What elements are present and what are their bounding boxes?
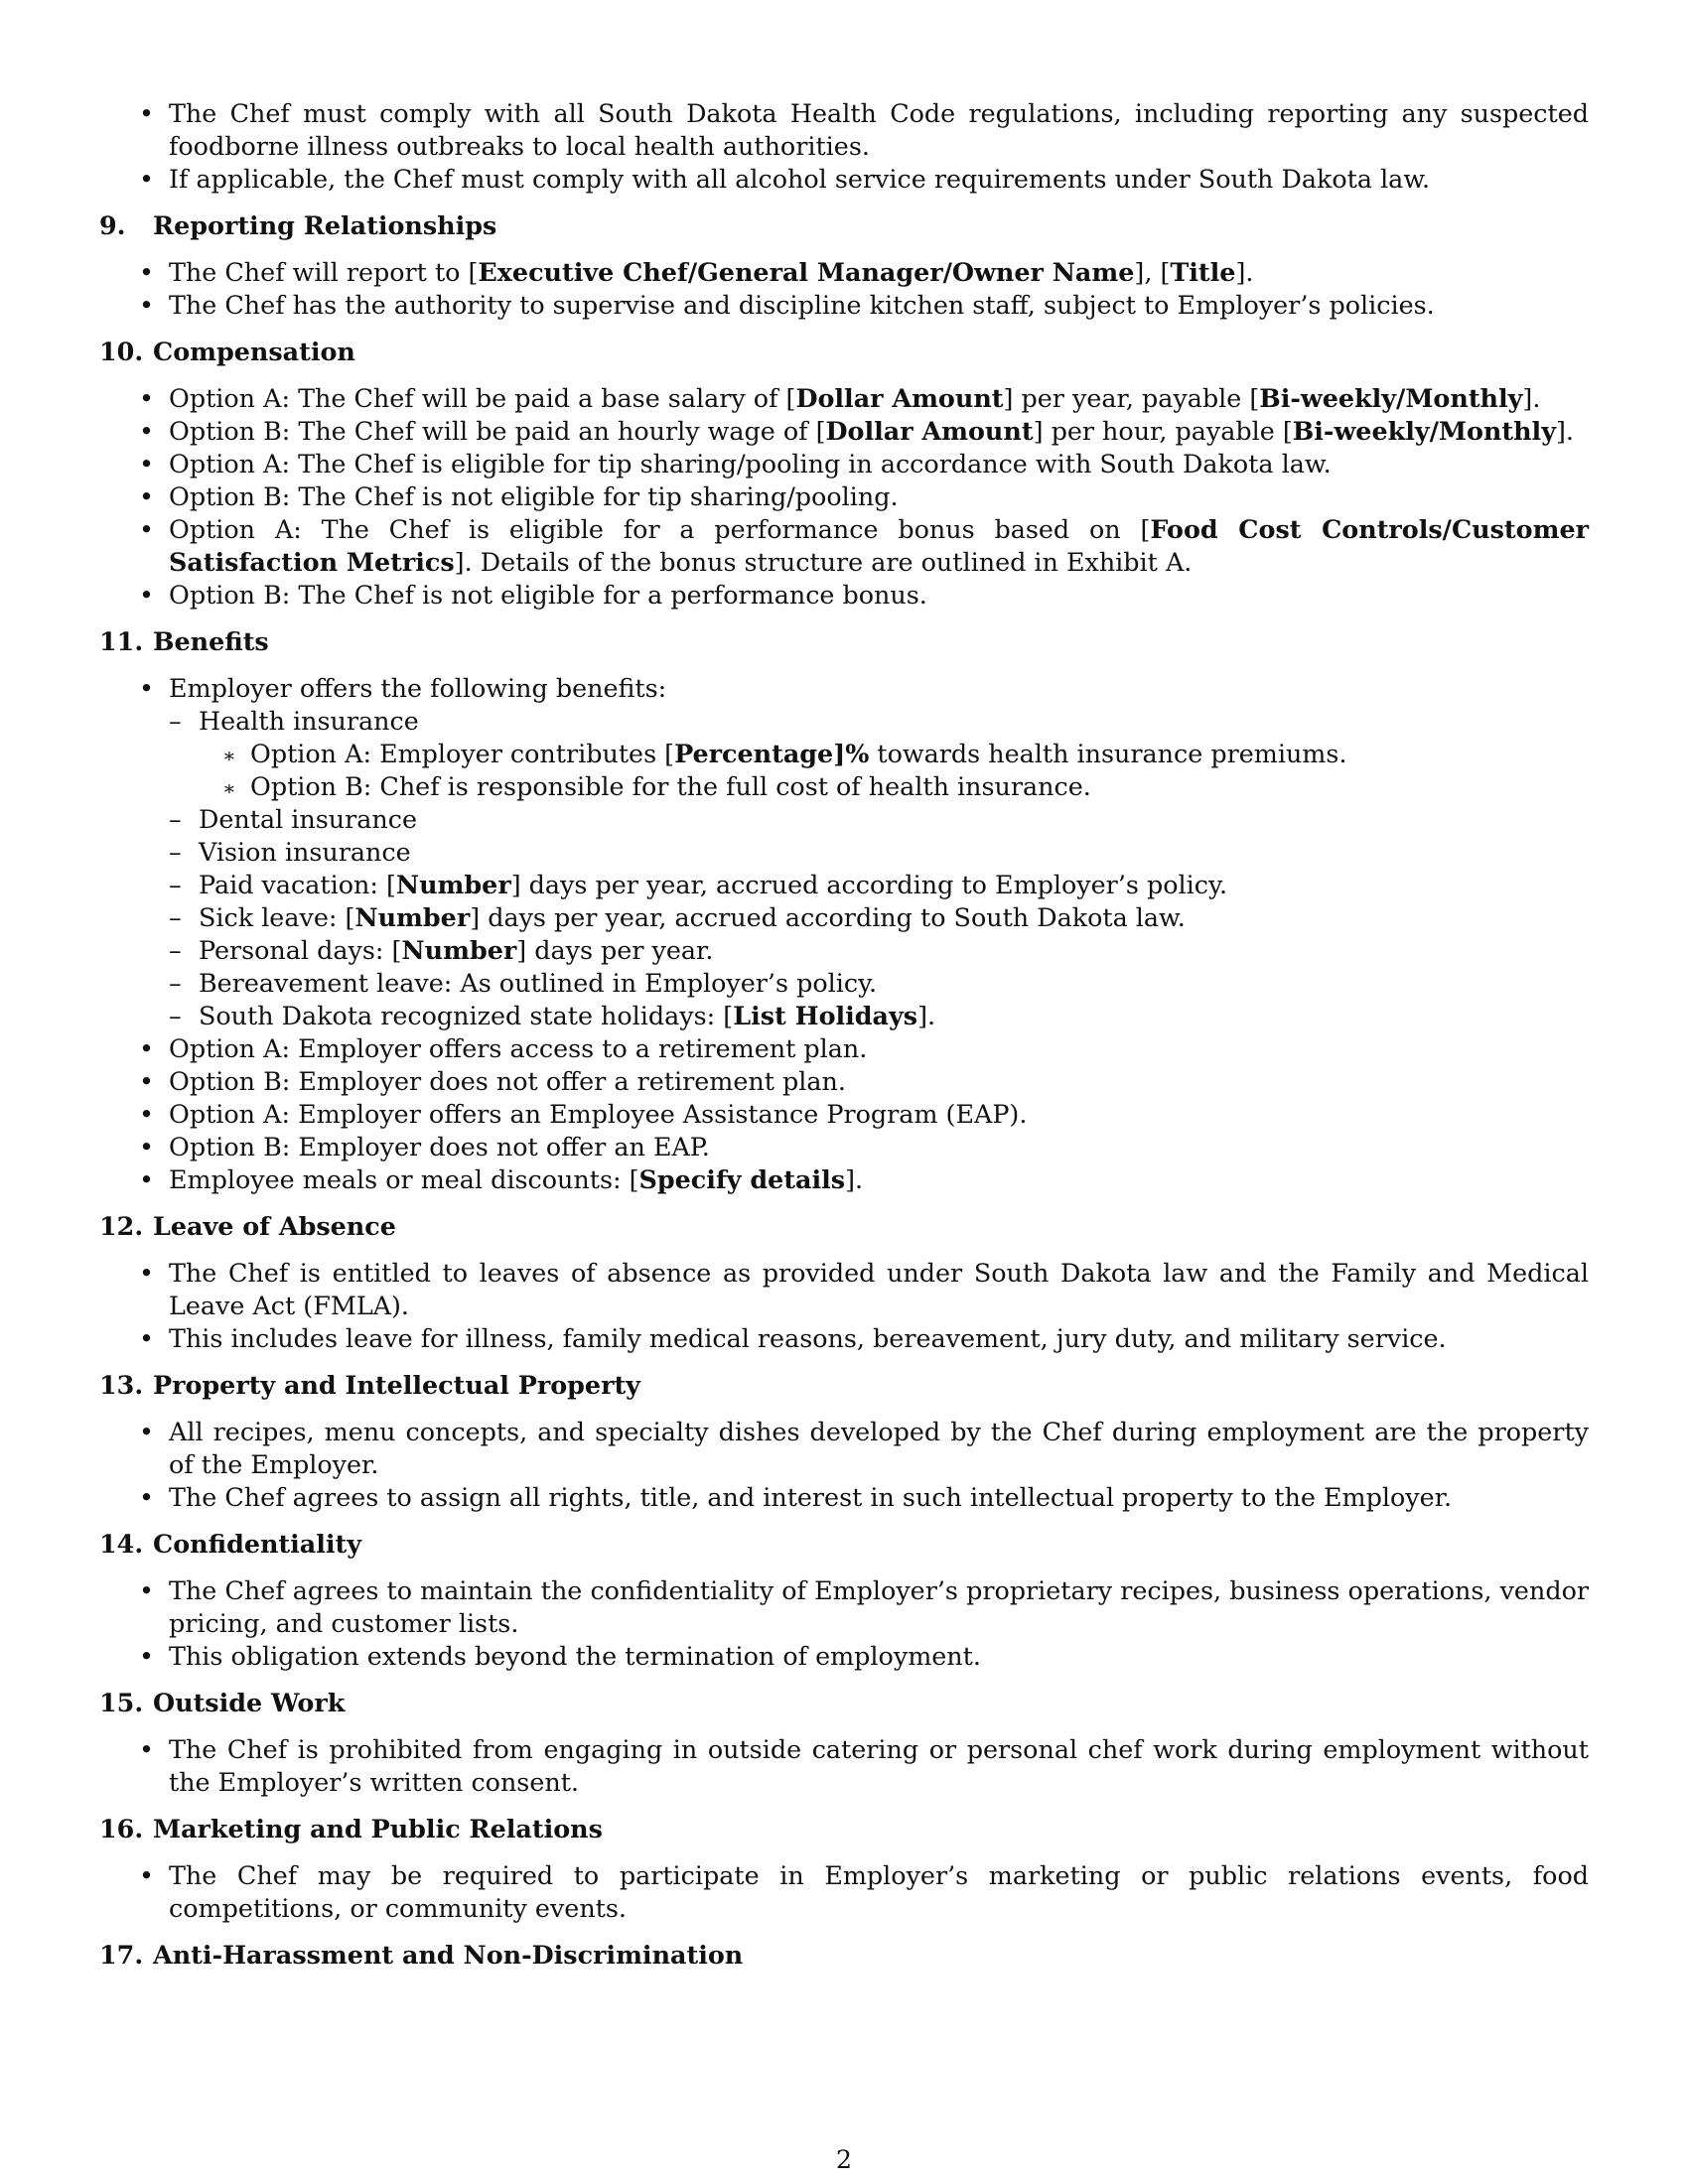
bullet-text: Option B: Employer does not offer an EAP.: [169, 1132, 710, 1161]
text: Vision insurance: [199, 837, 411, 867]
text: ] per hour, payable [: [1033, 416, 1293, 446]
sub-list-item: [169, 967, 1589, 1000]
placeholder-text: Number: [401, 935, 517, 965]
text: Personal days: [: [199, 935, 402, 965]
bullet-text: All recipes, menu concepts, and specialty dishes developed by the Chef during employment are the property of the Employer.: [169, 1417, 1589, 1479]
section-heading-confidentiality: [99, 1528, 1589, 1561]
text: Employee meals or meal discounts: [: [169, 1164, 639, 1194]
text: ].: [1522, 383, 1541, 413]
bullet-text: Option B: The Chef is not eligible for a performance bonus.: [169, 580, 927, 610]
dash-marker: –: [169, 870, 182, 899]
dash-marker: –: [169, 1001, 182, 1030]
bullet-text: This includes leave for illness, family medical reasons, bereavement, jury duty, and military service.: [169, 1323, 1447, 1353]
text: ] days per year, accrued according to Employer’s policy.: [510, 870, 1228, 899]
list-item: [99, 163, 1589, 196]
section-title: Benefits: [153, 626, 269, 656]
section-title: Property and Intellectual Property: [153, 1370, 640, 1400]
text: ], [: [1134, 257, 1171, 287]
text: Option A: The Chef will be paid a base salary of [: [169, 383, 796, 413]
bullet-list: [99, 382, 1589, 612]
bullet-list: [99, 1416, 1589, 1514]
section-heading-benefits: [99, 625, 1589, 658]
dash-marker: –: [169, 804, 182, 834]
text: Bereavement leave: As outlined in Employer’s policy.: [199, 968, 878, 998]
list-item: [99, 1032, 1589, 1065]
list-item: [99, 256, 1589, 289]
section-heading-leave-of-absence: [99, 1210, 1589, 1243]
list-item: [99, 1163, 1589, 1196]
section-title: Confidentiality: [153, 1529, 362, 1559]
text: Health insurance: [199, 706, 419, 736]
section-title: Marketing and Public Relations: [153, 1814, 603, 1843]
bullet-text: The Chef has the authority to supervise and discipline kitchen staff, subject to Employer’s policies.: [169, 290, 1435, 320]
placeholder-text: Number: [395, 870, 511, 899]
text: Option A: The Chef is eligible for a performance bonus based on [: [169, 514, 1151, 544]
dash-marker: –: [169, 968, 182, 998]
sub-sub-bullet-list: [199, 738, 1589, 803]
text: Sick leave: [: [199, 902, 355, 932]
placeholder-text: Title: [1170, 257, 1236, 287]
list-item: [99, 480, 1589, 513]
bullet-text: Option A: Employer offers an Employee Assistance Program (EAP).: [169, 1099, 1028, 1129]
section-title: Leave of Absence: [153, 1211, 396, 1241]
section-number: 9.: [99, 210, 126, 240]
text: ] days per year, accrued according to South Dakota law.: [470, 902, 1186, 932]
section-heading-reporting-relationships: [99, 209, 1589, 242]
sub-sub-list-item: [199, 738, 1589, 770]
dash-marker: –: [169, 706, 182, 736]
list-item: [99, 513, 1589, 579]
asterisk-marker: ∗: [222, 776, 236, 800]
text: The Chef will report to [: [169, 257, 479, 287]
section-number: 13.: [99, 1370, 144, 1400]
section-number: 10.: [99, 337, 144, 366]
document-page: [99, 97, 1589, 1985]
section-title: Anti-Harassment and Non-Discrimination: [153, 1940, 744, 1970]
text: Dental insurance: [199, 804, 417, 834]
list-item: [99, 579, 1589, 612]
list-item: [99, 448, 1589, 480]
dash-marker: –: [169, 902, 182, 932]
list-item: [99, 1481, 1589, 1514]
bullet-text: If applicable, the Chef must comply with all alcohol service requirements under South Dakota law.: [169, 164, 1431, 194]
section-heading-intellectual-property: [99, 1369, 1589, 1402]
list-item: [99, 1257, 1589, 1322]
list-item: [99, 1416, 1589, 1481]
section-heading-marketing: [99, 1813, 1589, 1845]
section-number: 12.: [99, 1211, 144, 1241]
sub-list-item: [169, 1000, 1589, 1032]
list-item: [99, 1322, 1589, 1355]
section-heading-compensation: [99, 336, 1589, 368]
section-title: Reporting Relationships: [153, 210, 497, 240]
sub-bullet-list: [169, 705, 1589, 1032]
sub-list-item: [169, 869, 1589, 901]
intro-bullet-list: [99, 97, 1589, 196]
bullet-list: [99, 1859, 1589, 1925]
placeholder-text: Specify details: [638, 1164, 846, 1194]
text: ] per year, payable [: [1003, 383, 1260, 413]
list-item: [99, 1131, 1589, 1163]
bullet-text: Option A: Employer offers access to a retirement plan.: [169, 1033, 868, 1063]
bullet-text: The Chef agrees to assign all rights, title, and interest in such intellectual property to the Employer.: [169, 1482, 1453, 1512]
bullet-text: Option B: The Chef is not eligible for tip sharing/pooling.: [169, 481, 899, 511]
placeholder-text: Dollar Amount: [795, 383, 1004, 413]
section-number: 15.: [99, 1688, 144, 1717]
text: ].: [1235, 257, 1254, 287]
text: ] days per year.: [516, 935, 714, 965]
bullet-text: Employer offers the following benefits:: [169, 673, 667, 703]
placeholder-text: List Holidays: [733, 1001, 918, 1030]
text: Option B: Chef is responsible for the full cost of health insurance.: [250, 771, 1091, 801]
bullet-text: The Chef is entitled to leaves of absence as provided under South Dakota law and the Family and Medical Leave Act (FMLA).: [169, 1258, 1589, 1320]
list-item: [99, 382, 1589, 415]
section-heading-anti-harassment: [99, 1939, 1589, 1972]
text: towards health insurance premiums.: [869, 739, 1347, 768]
sub-list-item: [169, 836, 1589, 869]
section-number: 11.: [99, 626, 144, 656]
sub-list-item: [169, 901, 1589, 934]
sub-list-item: [169, 705, 1589, 803]
list-item: [99, 1859, 1589, 1925]
text: South Dakota recognized state holidays: [: [199, 1001, 734, 1030]
bullet-list: [99, 1574, 1589, 1673]
list-item: [99, 1098, 1589, 1131]
dash-marker: –: [169, 837, 182, 867]
text: Paid vacation: [: [199, 870, 396, 899]
sub-sub-list-item: [199, 770, 1589, 803]
text: Option A: Employer contributes [: [250, 739, 675, 768]
text: ]. Details of the bonus structure are outlined in Exhibit A.: [454, 547, 1193, 577]
placeholder-text: Executive Chef/General Manager/Owner Name: [478, 257, 1135, 287]
page-number: 2: [835, 2144, 853, 2174]
placeholder-text: Bi-weekly/Monthly: [1259, 383, 1523, 413]
bullet-text: Option A: The Chef is eligible for tip sharing/pooling in accordance with South Dakota law.: [169, 449, 1332, 478]
text: ].: [1555, 416, 1574, 446]
placeholder-text: Bi-weekly/Monthly: [1292, 416, 1556, 446]
bullet-list: [99, 256, 1589, 322]
asterisk-marker: ∗: [222, 744, 236, 767]
list-item: [99, 672, 1589, 1032]
bullet-text: The Chef is prohibited from engaging in outside catering or personal chef work during employment without the Employer’s written consent.: [169, 1734, 1589, 1797]
section-number: 17.: [99, 1940, 144, 1970]
section-heading-outside-work: [99, 1687, 1589, 1719]
bullet-text: The Chef may be required to participate in Employer’s marketing or public relations events, food competitions, or community events.: [169, 1860, 1589, 1923]
placeholder-text: Percentage]%: [674, 739, 870, 768]
text: ].: [917, 1001, 936, 1030]
bullet-text: Option B: Employer does not offer a retirement plan.: [169, 1066, 846, 1096]
bullet-text: The Chef agrees to maintain the confidentiality of Employer’s proprietary recipes, business operations, vendor pricing, and customer lists.: [169, 1575, 1589, 1638]
bullet-text: This obligation extends beyond the termination of employment.: [169, 1641, 981, 1671]
sub-list-item: [169, 803, 1589, 836]
section-number: 14.: [99, 1529, 144, 1559]
list-item: [99, 289, 1589, 322]
bullet-list: [99, 672, 1589, 1196]
list-item: [99, 415, 1589, 448]
placeholder-text: Number: [354, 902, 471, 932]
list-item: [99, 97, 1589, 163]
sub-list-item: [169, 934, 1589, 967]
section-title: Compensation: [153, 337, 355, 366]
bullet-list: [99, 1733, 1589, 1799]
placeholder-text: Food Cost Controls/Customer Satisfaction Metrics: [169, 514, 1589, 577]
section-number: 16.: [99, 1814, 144, 1843]
dash-marker: –: [169, 935, 182, 965]
list-item: [99, 1574, 1589, 1640]
list-item: [99, 1733, 1589, 1799]
text: Option B: The Chef will be paid an hourly wage of [: [169, 416, 826, 446]
list-item: [99, 1640, 1589, 1673]
list-item: [99, 1065, 1589, 1098]
bullet-text: The Chef must comply with all South Dakota Health Code regulations, including reporting any suspected foodborne illness outbreaks to local health authorities.: [169, 98, 1589, 161]
placeholder-text: Dollar Amount: [825, 416, 1034, 446]
text: ].: [845, 1164, 864, 1194]
bullet-list: [99, 1257, 1589, 1355]
section-title: Outside Work: [153, 1688, 346, 1717]
